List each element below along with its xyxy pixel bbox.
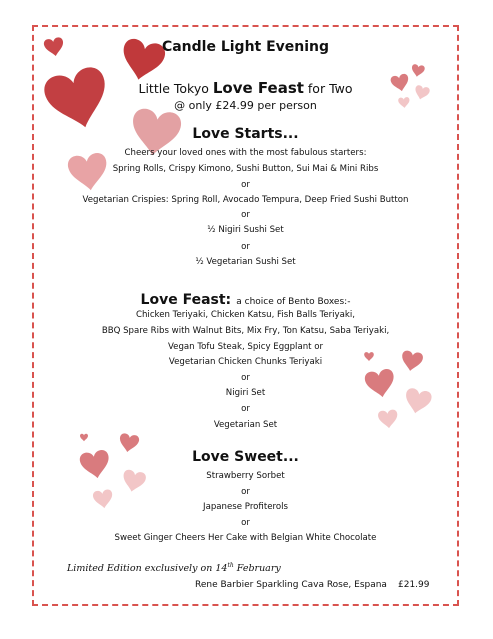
starters-line: Vegetarian Crispies: Spring Roll, Avocado Tempura, Deep Fried Sushi Button (82, 195, 409, 205)
limited-sup: th (227, 562, 234, 569)
mains-heading: Love Feast: (140, 292, 232, 308)
desserts-heading: Love Sweet... (192, 449, 299, 465)
limited-prefix: Limited Edition exclusively on 14 (67, 563, 228, 575)
starters-heading: Love Starts... (192, 126, 299, 142)
heart-icon (410, 64, 425, 78)
wine-name: Rene Barbier Sparkling Cava Rose, Espana (195, 580, 387, 590)
mains-line: Nigiri Set (225, 388, 266, 398)
mains-heading-row (32, 289, 459, 308)
menu-price: @ only £24.99 per person (174, 99, 317, 112)
menu-title: Candle Light Evening (161, 39, 330, 55)
desserts-line: Japanese Profiterols (203, 502, 288, 512)
mains-line: Chicken Teriyaki, Chicken Katsu, Fish Balls Teriyaki, (135, 310, 356, 320)
mains-line: BBQ Spare Ribs with Walnut Bits, Mix Fry, Ton Katsu, Saba Teriyaki, (101, 326, 390, 336)
mains-line: Vegetarian Set (213, 420, 278, 430)
mains-line: Vegan Tofu Steak, Spicy Eggplant or (167, 342, 324, 352)
menu-subtitle (32, 79, 459, 97)
starters-intro: Cheers your loved ones with the most fabulous starters: (124, 148, 367, 158)
mains-line: Vegetarian Chicken Chunks Teriyaki (168, 357, 323, 367)
starters-line: Spring Rolls, Crispy Kimono, Sushi Button, Sui Mai & Mini Ribs (112, 164, 379, 174)
desserts-line: Strawberry Sorbet (206, 471, 285, 481)
starters-or: or (241, 210, 250, 220)
starters-or: or (241, 242, 250, 252)
starters-line: ½ Nigiri Sushi Set (207, 225, 284, 235)
mains-or: or (241, 373, 250, 383)
wine-price: £21.99 (398, 580, 430, 590)
limited-edition-note (67, 562, 281, 574)
heart-icon (80, 434, 88, 442)
mains-or: or (241, 404, 250, 414)
mains-heading-note: a choice of Bento Boxes:- (236, 297, 351, 307)
desserts-or: or (241, 518, 250, 528)
desserts-or: or (241, 487, 250, 497)
starters-or: or (241, 180, 250, 190)
limited-suffix: February (236, 563, 281, 575)
starters-line: ½ Vegetarian Sushi Set (195, 257, 296, 267)
subtitle-suffix: for Two (307, 81, 353, 96)
subtitle-emphasis: Love Feast (212, 79, 304, 97)
subtitle-prefix: Little Tokyo (138, 81, 209, 96)
desserts-line: Sweet Ginger Cheers Her Cake with Belgian White Chocolate (114, 533, 377, 543)
